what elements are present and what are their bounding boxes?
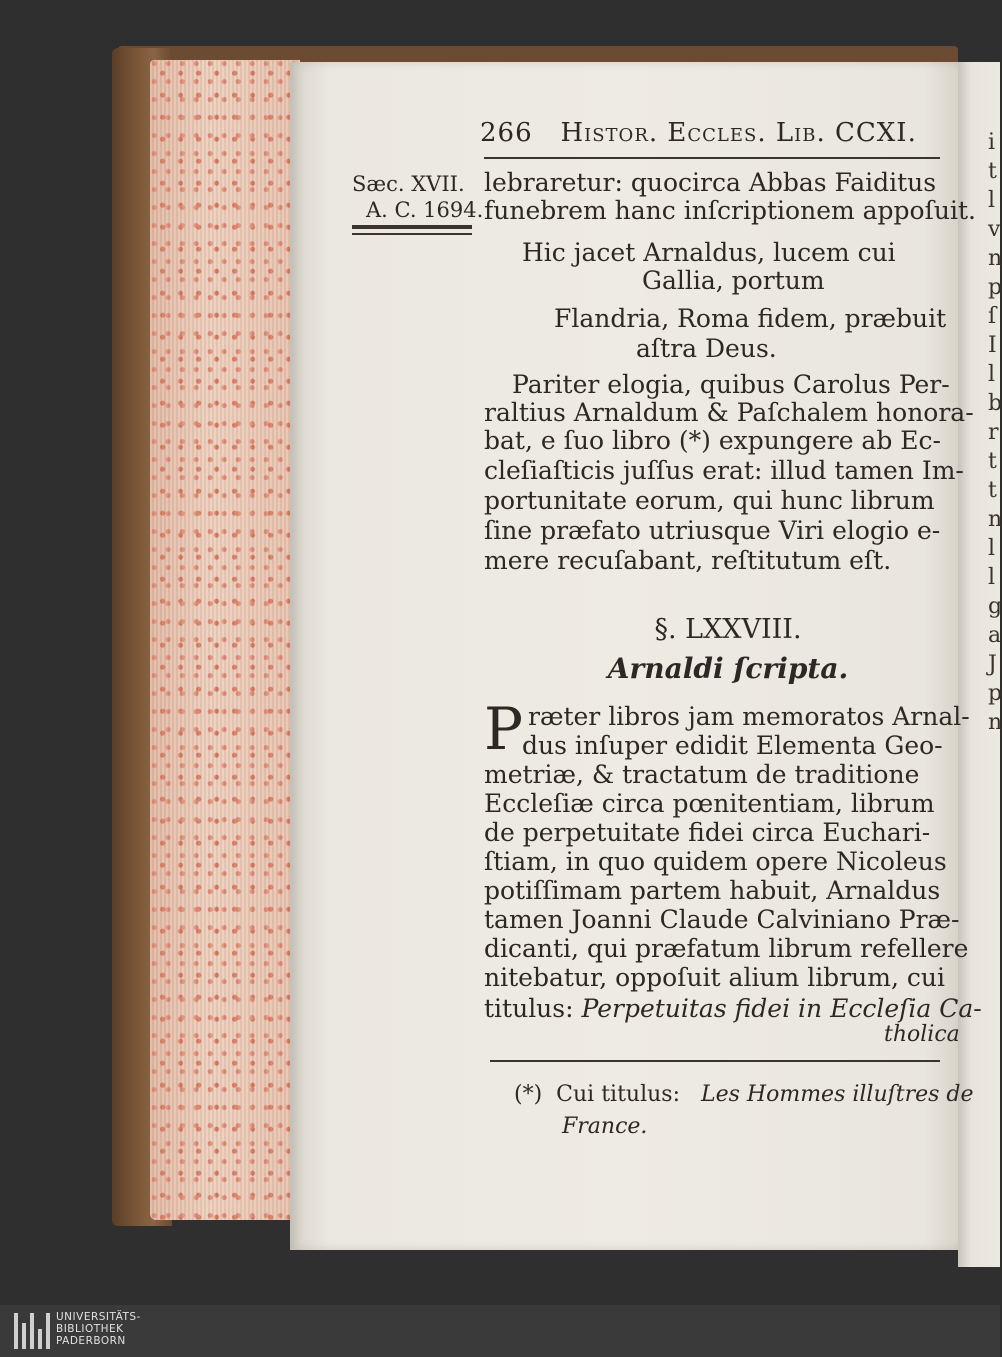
facing-page-fragment: r: [988, 420, 999, 445]
facing-page-fragment: p: [988, 275, 1002, 300]
facing-page-fragment: t: [988, 449, 997, 474]
facing-page-fragment: t: [988, 478, 997, 503]
margin-rule-thick: [352, 225, 472, 229]
epitaph-line: Flandria, Roma fidem, præbuit: [554, 304, 947, 333]
paragraph-line-last: [484, 994, 982, 1023]
paragraph-line: raltius Arnaldum & Paſchalem honora-: [484, 398, 974, 427]
paragraph-line: ſtiam, in quo quidem opere Nicoleus: [484, 847, 947, 876]
paragraph-line: de perpetuitate fidei circa Euchari-: [484, 818, 931, 847]
library-logo-icon: [14, 1313, 50, 1349]
footnote-rule: [490, 1060, 940, 1062]
epitaph-line: Gallia, portum: [642, 266, 825, 295]
footnote-italic: Les Hommes illuſtres de: [700, 1082, 974, 1107]
paragraph-line: portunitate eorum, qui hunc librum: [484, 486, 935, 515]
paragraph-line: bat, e ſuo libro (*) expungere ab Ec-: [484, 426, 941, 455]
facing-page-fragment: l: [988, 536, 996, 561]
titulus-label: titulus:: [484, 994, 574, 1023]
paragraph-line: tamen Joanni Claude Calviniano Præ-: [484, 905, 960, 934]
facing-page-fragment: v: [988, 217, 1001, 242]
facing-page-fragment: n: [988, 710, 1002, 735]
paragraph-line: Pariter elogia, quibus Carolus Per-: [512, 370, 950, 399]
facing-page-fragment: ſ: [988, 304, 997, 329]
paragraph-line: metriæ, & tractatum de traditione: [484, 760, 920, 789]
facing-page-fragment: n: [988, 246, 1002, 271]
running-title: Histor. Eccles. Lib. CCXI.: [560, 118, 917, 148]
epitaph-line: Hic jacet Arnaldus, lucem cui: [522, 238, 896, 267]
footnote-line-2: France.: [562, 1114, 648, 1139]
facing-page-fragment: l: [988, 188, 996, 213]
paragraph-line: dicanti, qui præfatum librum refellere: [484, 934, 969, 963]
facing-page-fragment: b: [988, 391, 1002, 416]
facing-page-fragment: l: [988, 565, 996, 590]
head-rule: [484, 157, 940, 159]
paragraph-line: ræter libros jam memoratos Arnal-: [528, 702, 970, 731]
text-line: funebrem hanc inſcriptionem appoſuit.: [484, 196, 976, 225]
paragraph-line: Eccleſiæ circa pœnitentiam, librum: [484, 789, 935, 818]
text-line: lebraretur: quocirca Abbas Faiditus: [484, 168, 937, 197]
footnote-line: [514, 1082, 974, 1107]
catchword: tholica: [884, 1022, 960, 1047]
page-number: 266: [480, 118, 533, 148]
library-name: UNIVERSITÄTS- BIBLIOTHEK PADERBORN: [56, 1311, 141, 1347]
facing-page-fragment: g: [988, 594, 1002, 619]
margin-note-century: Sæc. XVII.: [352, 172, 465, 196]
facing-page-fragment: a: [988, 623, 1002, 648]
facing-page-fragment: n: [988, 507, 1002, 532]
facing-page-fragment: I: [988, 333, 997, 358]
paragraph-line: ſine præfato utriusque Viri elogio e-: [484, 516, 941, 545]
facing-page-fragment: i: [988, 130, 996, 155]
page-edges: [150, 60, 300, 1220]
margin-note-year: A. C. 1694.: [366, 198, 484, 222]
facing-page-fragment: J: [988, 652, 997, 677]
section-title: Arnaldi ſcripta.: [607, 652, 849, 685]
running-head: [480, 118, 917, 148]
facing-page-fragment: t: [988, 159, 997, 184]
paragraph-line: potiſſimam partem habuit, Arnaldus: [484, 876, 941, 905]
footnote-label: Cui titulus:: [556, 1082, 680, 1107]
paragraph-line: mere recuſabant, reſtitutum eſt.: [484, 546, 892, 575]
book-title-italic: Perpetuitas fidei in Eccleſia Ca-: [581, 994, 982, 1023]
paragraph-line: nitebatur, oppoſuit alium librum, cui: [484, 963, 945, 992]
paragraph-line: dus inſuper edidit Elementa Geo-: [522, 731, 943, 760]
facing-page-fragment: p: [988, 681, 1002, 706]
drop-cap: P: [484, 695, 524, 763]
footnote-marker: (*): [514, 1082, 543, 1107]
section-number: §. LXXVIII.: [654, 614, 802, 645]
epitaph-line: aſtra Deus.: [636, 334, 777, 363]
paragraph-line: cleſiaſticis juſſus erat: illud tamen Im-: [484, 456, 964, 485]
library-footer: [0, 1305, 1000, 1357]
margin-rule-thin: [352, 233, 472, 235]
facing-page-fragment: l: [988, 362, 996, 387]
